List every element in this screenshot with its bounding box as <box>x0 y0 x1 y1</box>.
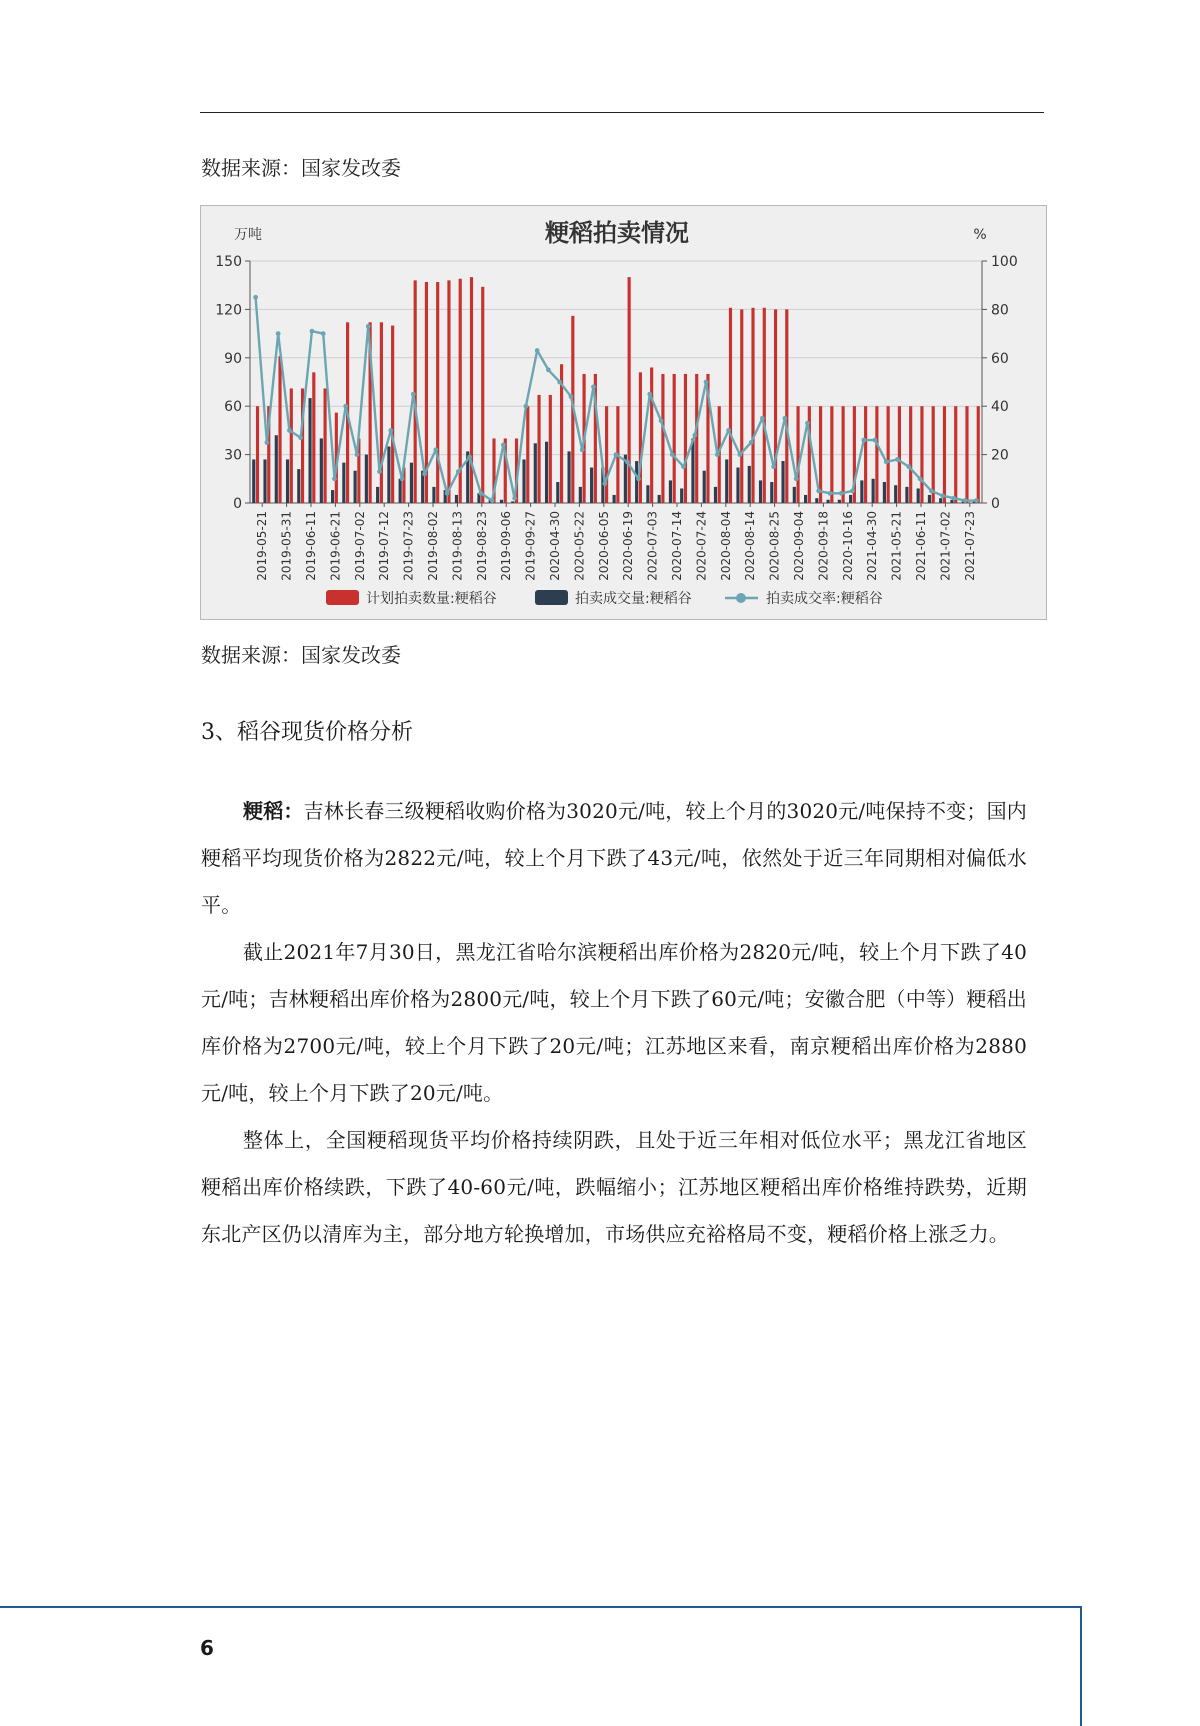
point-trade-rate <box>602 481 607 486</box>
bar-planned-quantity <box>729 308 732 503</box>
x-axis-tick-label: 2019-07-23 <box>401 511 416 581</box>
bar-traded-volume <box>568 451 571 503</box>
bar-planned-quantity <box>965 406 968 503</box>
point-trade-rate <box>343 404 348 409</box>
bar-planned-quantity <box>785 309 788 503</box>
point-trade-rate <box>805 421 810 426</box>
point-trade-rate <box>940 493 945 498</box>
bar-traded-volume <box>522 459 525 503</box>
bar-planned-quantity <box>537 395 540 503</box>
bar-traded-volume <box>286 459 289 503</box>
bar-traded-volume <box>534 443 537 503</box>
bar-planned-quantity <box>312 372 315 503</box>
bar-traded-volume <box>579 487 582 503</box>
bar-traded-volume <box>320 438 323 503</box>
bar-traded-volume <box>827 500 830 503</box>
bar-traded-volume <box>658 495 661 503</box>
x-axis-tick-label: 2020-09-18 <box>816 511 831 581</box>
x-axis-tick-label: 2020-08-25 <box>767 511 782 581</box>
point-trade-rate <box>253 295 258 300</box>
bar-planned-quantity <box>751 308 754 503</box>
bar-traded-volume <box>770 482 773 503</box>
bar-traded-volume <box>635 461 638 503</box>
bar-traded-volume <box>883 482 886 503</box>
point-trade-rate <box>422 472 427 477</box>
paragraph-summary: 整体上，全国粳稻现货平均价格持续阴跌，且处于近三年相对低位水平；黑龙江省地区粳稻出库价格续跌，下跌了40-60元/吨，跌幅缩小；江苏地区粳稻出库价格维持跌势，近期东北产区仍以清库为主，部分地方轮换增加，市场供应充裕格局不变，粳稻价格上涨乏力。 <box>201 1128 1027 1246</box>
bar-traded-volume <box>736 468 739 503</box>
legend-swatch-rate-dot <box>736 593 746 603</box>
bar-traded-volume <box>354 471 357 503</box>
x-axis-tick-label: 2021-05-21 <box>889 511 904 581</box>
bar-traded-volume <box>500 500 503 503</box>
point-trade-rate <box>332 476 337 481</box>
point-trade-rate <box>861 438 866 443</box>
point-trade-rate <box>918 476 923 481</box>
bar-traded-volume <box>759 480 762 503</box>
point-trade-rate <box>580 447 585 452</box>
right-axis-tick-label: 0 <box>991 496 1000 512</box>
bar-traded-volume <box>894 485 897 503</box>
x-axis-tick-label: 2019-08-13 <box>450 511 465 581</box>
x-axis-tick-label: 2020-07-14 <box>670 511 684 581</box>
point-trade-rate <box>512 496 517 501</box>
x-axis-tick-label: 2021-06-11 <box>914 511 928 581</box>
bar-planned-quantity <box>324 388 327 503</box>
bar-traded-volume <box>905 487 908 503</box>
bar-traded-volume <box>410 463 413 503</box>
point-trade-rate <box>355 452 360 457</box>
bar-planned-quantity <box>436 282 439 503</box>
paragraph-warehouse-price: 截止2021年7月30日，黑龙江省哈尔滨粳稻出库价格为2820元/吨，较上个月下跌了40元/吨；吉林粳稻出库价格为2800元/吨，较上个月下跌了60元/吨；安徽合肥（中等）粳稻出库价格为2700元/吨，较上个月下跌了20元/吨；江苏地区来看，南京粳稻出库价格为2880元/吨，较上个月下跌了20元/吨。 <box>201 940 1027 1105</box>
point-trade-rate <box>951 496 956 501</box>
bar-planned-quantity <box>842 406 845 503</box>
left-axis-tick-label: 90 <box>224 350 242 367</box>
bar-traded-volume <box>432 487 435 503</box>
bar-traded-volume <box>511 501 514 503</box>
point-trade-rate <box>625 459 630 464</box>
point-trade-rate <box>726 428 731 433</box>
point-trade-rate <box>433 447 438 452</box>
bar-traded-volume <box>399 479 402 503</box>
bar-planned-quantity <box>763 308 766 503</box>
bar-planned-quantity <box>875 406 878 503</box>
bar-planned-quantity <box>391 326 394 503</box>
point-trade-rate <box>974 498 979 503</box>
point-trade-rate <box>681 464 686 469</box>
bar-planned-quantity <box>920 406 923 503</box>
point-trade-rate <box>490 498 495 503</box>
left-axis-tick-label: 0 <box>233 496 242 512</box>
auction-chart-svg <box>201 206 1046 619</box>
x-axis-tick-label: 2019-08-02 <box>426 511 440 581</box>
point-trade-rate <box>501 443 506 448</box>
point-trade-rate <box>704 380 709 385</box>
x-axis-tick-label: 2020-05-22 <box>572 511 587 581</box>
point-trade-rate <box>636 476 641 481</box>
point-trade-rate <box>906 464 911 469</box>
bar-traded-volume <box>613 495 616 503</box>
bar-traded-volume <box>872 479 875 503</box>
bar-traded-volume <box>252 459 255 503</box>
bar-traded-volume <box>387 447 390 503</box>
point-trade-rate <box>310 329 315 334</box>
bar-traded-volume <box>748 466 751 503</box>
point-trade-rate <box>287 428 292 433</box>
legend-label-traded: 拍卖成交量:粳稻谷 <box>575 591 692 607</box>
bar-planned-quantity <box>526 406 529 503</box>
point-trade-rate <box>546 368 551 373</box>
point-trade-rate <box>445 491 450 496</box>
point-trade-rate <box>614 452 619 457</box>
bar-traded-volume <box>680 488 683 503</box>
point-trade-rate <box>456 469 461 474</box>
bar-planned-quantity <box>796 406 799 503</box>
left-axis-unit: 万吨 <box>234 227 262 243</box>
bar-traded-volume <box>703 471 706 503</box>
point-trade-rate <box>715 452 720 457</box>
x-axis-tick-label: 2021-04-30 <box>865 511 880 581</box>
point-trade-rate <box>929 489 934 494</box>
bar-planned-quantity <box>549 395 552 503</box>
point-trade-rate <box>760 416 765 421</box>
left-axis-tick-label: 60 <box>224 399 242 416</box>
x-axis-tick-label: 2020-06-05 <box>596 511 611 581</box>
bar-planned-quantity <box>830 406 833 503</box>
legend-swatch-planned <box>326 590 359 605</box>
x-axis-tick-label: 2019-07-12 <box>377 511 392 581</box>
legend-label-planned: 计划拍卖数量:粳稻谷 <box>366 591 497 607</box>
right-axis-tick-label: 80 <box>991 302 1009 319</box>
bar-planned-quantity <box>661 374 664 503</box>
bar-planned-quantity <box>628 277 631 503</box>
bar-traded-volume <box>928 495 931 503</box>
bar-planned-quantity <box>278 356 281 503</box>
bar-traded-volume <box>590 468 593 503</box>
point-trade-rate <box>298 435 303 440</box>
point-trade-rate <box>873 438 878 443</box>
bar-traded-volume <box>376 487 379 503</box>
bar-planned-quantity <box>943 406 946 503</box>
bar-planned-quantity <box>447 280 450 503</box>
bar-traded-volume <box>308 398 311 503</box>
bar-traded-volume <box>860 480 863 503</box>
point-trade-rate <box>749 440 754 445</box>
bar-planned-quantity <box>932 406 935 503</box>
x-axis-tick-label: 2020-10-16 <box>840 511 855 581</box>
bar-traded-volume <box>793 487 796 503</box>
x-axis-tick-label: 2019-07-02 <box>352 511 367 581</box>
bar-planned-quantity <box>695 374 698 503</box>
x-axis-tick-label: 2020-07-24 <box>694 511 709 581</box>
point-trade-rate <box>828 491 833 496</box>
bar-traded-volume <box>342 463 345 503</box>
x-axis-tick-label: 2019-08-23 <box>474 511 489 581</box>
x-axis-tick-label: 2019-09-27 <box>523 511 538 581</box>
x-axis-tick-label: 2020-07-03 <box>645 511 660 581</box>
data-source-caption-top: 数据来源：国家发改委 <box>201 156 401 180</box>
auction-chart <box>200 205 1047 620</box>
x-axis-tick-label: 2020-08-04 <box>718 511 733 581</box>
bar-traded-volume <box>297 469 300 503</box>
bar-traded-volume <box>263 459 266 503</box>
paragraph-label: 粳稻： <box>243 799 304 823</box>
bar-traded-volume <box>939 498 942 503</box>
left-axis-tick-label: 30 <box>224 447 242 464</box>
right-axis-tick-label: 40 <box>991 399 1009 416</box>
x-axis-tick-label: 2020-08-14 <box>743 511 758 581</box>
point-trade-rate <box>839 491 844 496</box>
right-axis-tick-label: 60 <box>991 350 1009 367</box>
bar-planned-quantity <box>414 280 417 503</box>
bar-planned-quantity <box>898 406 901 503</box>
bar-planned-quantity <box>684 374 687 503</box>
bar-planned-quantity <box>639 372 642 503</box>
point-trade-rate <box>411 392 416 397</box>
point-trade-rate <box>963 498 968 503</box>
bar-planned-quantity <box>290 388 293 503</box>
point-trade-rate <box>478 491 483 496</box>
point-trade-rate <box>737 452 742 457</box>
point-trade-rate <box>264 440 269 445</box>
point-trade-rate <box>321 331 326 336</box>
right-axis-tick-label: 100 <box>991 254 1018 270</box>
point-trade-rate <box>467 455 472 460</box>
page-number: 6 <box>200 1636 214 1660</box>
bar-traded-volume <box>849 495 852 503</box>
x-axis-tick-label: 2019-06-21 <box>328 511 343 581</box>
bar-planned-quantity <box>954 406 957 503</box>
bar-planned-quantity <box>380 322 383 503</box>
bar-planned-quantity <box>256 406 259 503</box>
bar-planned-quantity <box>605 406 608 503</box>
bar-traded-volume <box>669 480 672 503</box>
bar-planned-quantity <box>977 406 980 503</box>
bar-traded-volume <box>331 490 334 503</box>
legend-swatch-traded <box>535 590 568 605</box>
point-trade-rate <box>647 392 652 397</box>
point-trade-rate <box>524 404 529 409</box>
point-trade-rate <box>771 464 776 469</box>
point-trade-rate <box>276 331 281 336</box>
x-axis-tick-label: 2021-07-23 <box>962 511 977 581</box>
point-trade-rate <box>895 457 900 462</box>
bar-planned-quantity <box>864 406 867 503</box>
bar-traded-volume <box>781 461 784 503</box>
bar-traded-volume <box>725 459 728 503</box>
x-axis-tick-label: 2021-07-02 <box>938 511 953 581</box>
footer-frame <box>0 1606 1082 1726</box>
chart-title: 粳稻拍卖情况 <box>545 219 689 247</box>
x-axis-tick-label: 2020-09-04 <box>792 511 806 581</box>
x-axis-tick-label: 2019-05-21 <box>255 511 270 581</box>
bar-traded-volume <box>691 438 694 503</box>
bar-traded-volume <box>714 487 717 503</box>
bar-traded-volume <box>804 495 807 503</box>
left-axis-tick-label: 150 <box>215 254 242 270</box>
point-trade-rate <box>816 489 821 494</box>
bar-traded-volume <box>275 435 278 503</box>
bar-traded-volume <box>646 485 649 503</box>
point-trade-rate <box>535 348 540 353</box>
point-trade-rate <box>794 476 799 481</box>
bar-traded-volume <box>455 495 458 503</box>
point-trade-rate <box>850 489 855 494</box>
bar-planned-quantity <box>808 406 811 503</box>
bar-traded-volume <box>917 488 920 503</box>
section-heading: 3、稻谷现货价格分析 <box>201 720 413 745</box>
bar-traded-volume <box>815 498 818 503</box>
paragraph-japonica-price <box>201 788 1027 929</box>
bar-traded-volume <box>365 455 368 503</box>
point-trade-rate <box>884 459 889 464</box>
right-axis-tick-label: 20 <box>991 447 1009 464</box>
point-trade-rate <box>377 469 382 474</box>
bar-traded-volume <box>545 442 548 503</box>
bar-traded-volume <box>838 500 841 503</box>
point-trade-rate <box>388 428 393 433</box>
point-trade-rate <box>692 433 697 438</box>
point-trade-rate <box>557 380 562 385</box>
legend-label-rate: 拍卖成交率:粳稻谷 <box>766 591 883 607</box>
point-trade-rate <box>591 384 596 389</box>
data-source-caption-bottom: 数据来源：国家发改委 <box>201 643 401 667</box>
point-trade-rate <box>783 416 788 421</box>
bar-traded-volume <box>556 482 559 503</box>
bar-planned-quantity <box>481 287 484 503</box>
point-trade-rate <box>659 418 664 423</box>
x-axis-tick-label: 2019-09-06 <box>499 511 514 581</box>
bar-planned-quantity <box>909 406 912 503</box>
x-axis-tick-label: 2019-05-31 <box>279 511 294 581</box>
left-axis-tick-label: 120 <box>215 302 242 319</box>
bar-planned-quantity <box>740 309 743 503</box>
bar-planned-quantity <box>774 309 777 503</box>
line-trade-rate <box>256 297 977 500</box>
point-trade-rate <box>366 324 371 329</box>
point-trade-rate <box>569 394 574 399</box>
bar-planned-quantity <box>673 374 676 503</box>
bar-planned-quantity <box>887 406 890 503</box>
header-rule <box>200 112 1044 113</box>
x-axis-tick-label: 2020-04-30 <box>548 511 562 581</box>
point-trade-rate <box>400 476 405 481</box>
paragraph-text: 吉林长春三级粳稻收购价格为3020元/吨，较上个月的3020元/吨保持不变；国内粳稻平均现货价格为2822元/吨，较上个月下跌了43元/吨，依然处于近三年同期相对偏低水平。 <box>201 799 1027 917</box>
point-trade-rate <box>670 452 675 457</box>
right-axis-unit: % <box>973 227 987 243</box>
x-axis-tick-label: 2019-06-11 <box>304 511 318 581</box>
bar-planned-quantity <box>650 367 653 503</box>
x-axis-tick-label: 2020-06-19 <box>621 511 636 581</box>
